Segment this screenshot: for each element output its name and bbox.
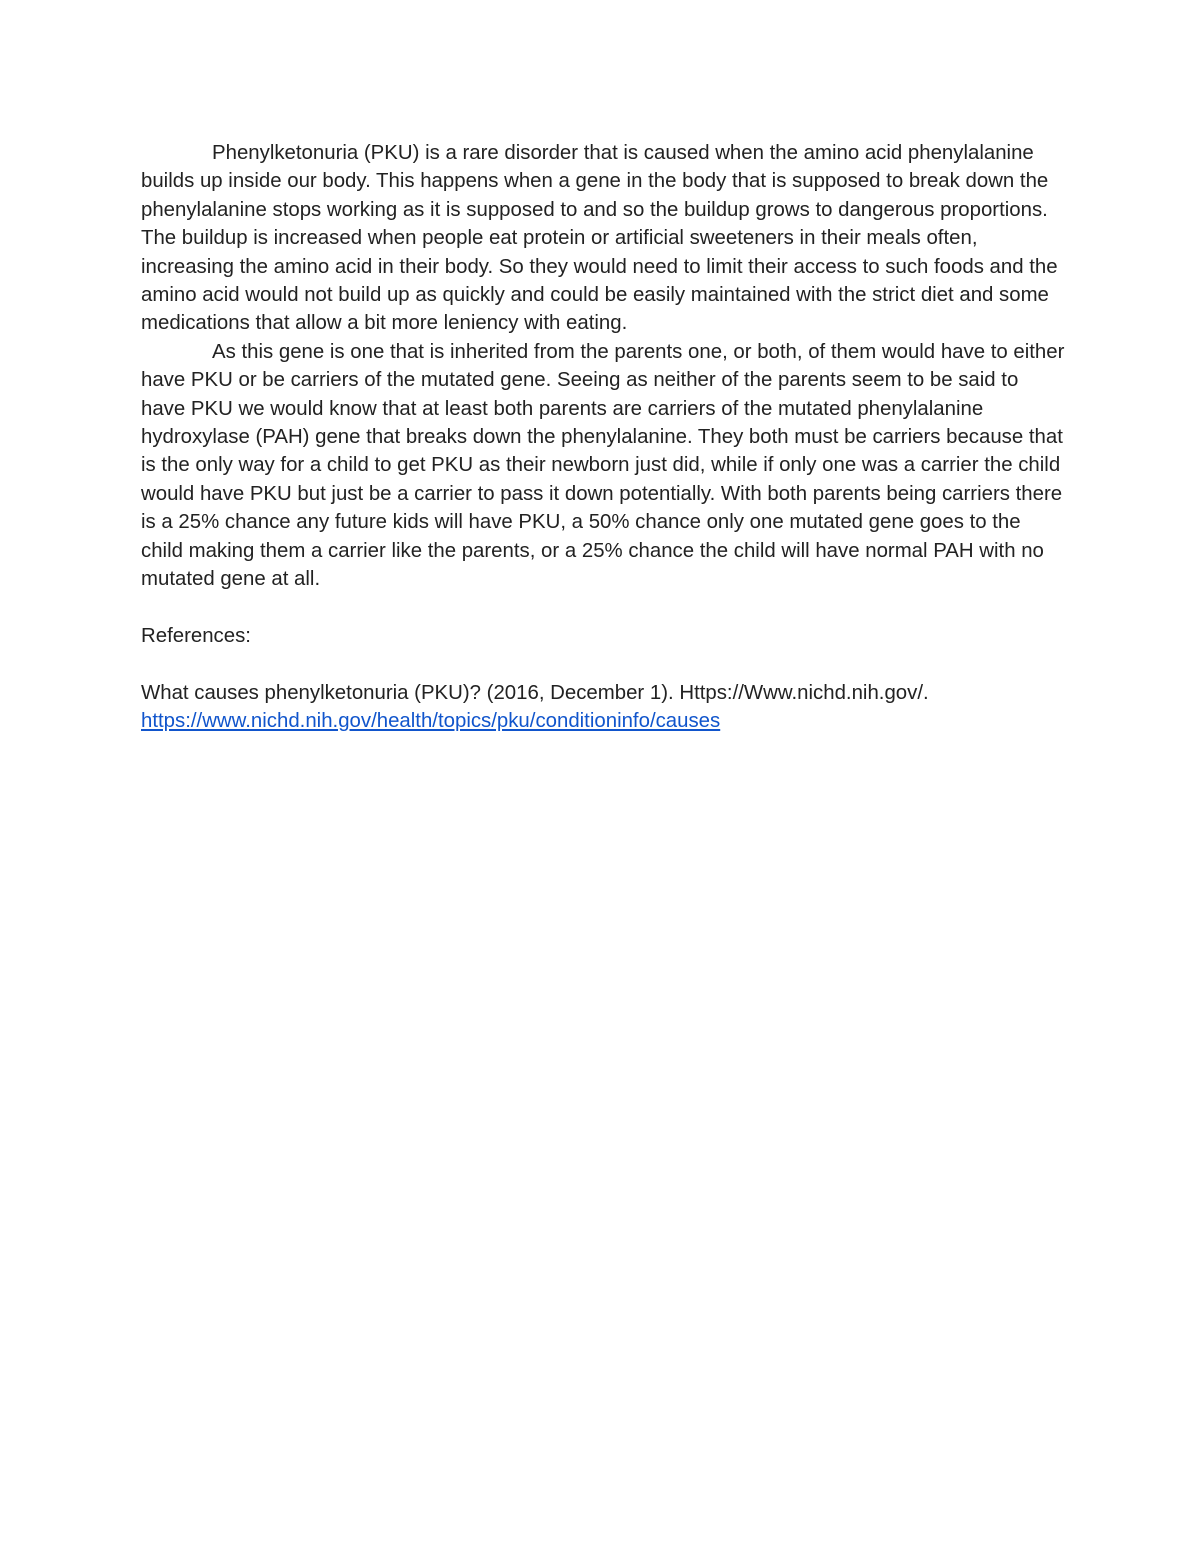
reference-citation: What causes phenylketonuria (PKU)? (2016, December 1). Https://Www.nichd.nih.gov/. [141, 681, 929, 704]
paragraph-pku-definition: Phenylketonuria (PKU) is a rare disorder that is caused when the amino acid phenylalanine builds up inside our body. This happens when a gene in the body that is supposed to break down the phenylalanine stops working as it is supposed to and so the buildup grows to dangerous proportions. The buildup is increased when people eat protein or artificial sweeteners in their meals often, increasing the amino acid in their body. So they would need to limit their access to such foods and the amino acid would not build up as quickly and could be easily maintained with the strict diet and some medications that allow a bit more leniency with eating. [141, 142, 1058, 335]
reference-link[interactable]: https://www.nichd.nih.gov/health/topics/pku/conditioninfo/causes [141, 710, 721, 733]
paragraph-inheritance: As this gene is one that is inherited from the parents one, or both, of them would have to either have PKU or be carriers of the mutated gene. Seeing as neither of the parents seem to be said to have PKU we would know that at least both parents are carriers of the mutated phenylalanine hydroxylase (PAH) gene that breaks down the phenylalanine. They both must be carriers because that is the only way for a child to get PKU as their newborn just did, while if only one was a carrier the child would have PKU but just be a carrier to pass it down potentially. With both parents being carriers there is a 25% chance any future kids will have PKU, a 50% chance only one mutated gene goes to the child making them a carrier like the parents, or a 25% chance the child will have normal PAH with no mutated gene at all. [141, 340, 1065, 591]
document-body [141, 139, 1066, 736]
blank-line [141, 650, 1066, 678]
references-heading: References: [141, 624, 251, 647]
reference-link-line [141, 707, 1066, 735]
blank-line [141, 594, 1066, 622]
